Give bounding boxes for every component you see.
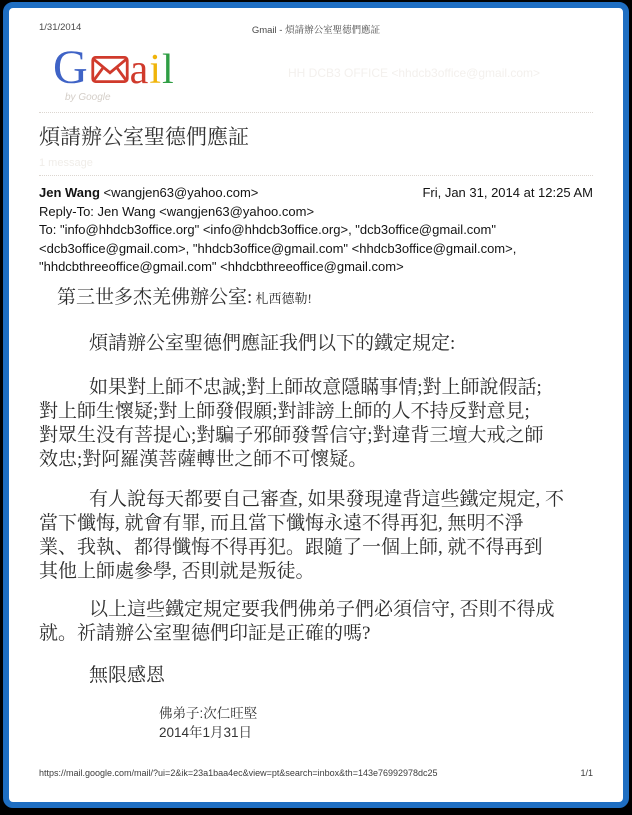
body-line: 對眾生没有菩提心;對騙子邪師發誓信守;對違背三壇大戒之師 xyxy=(39,424,544,446)
paragraph-review xyxy=(39,488,593,584)
printed-email-page xyxy=(3,2,629,808)
account-owner-faint-text: HH DCB3 OFFICE <hhdcb3office@gmail.com> xyxy=(288,66,541,80)
print-title: Gmail - 煩請辦公室聖德們應証 xyxy=(251,25,381,36)
gmail-logo-letter-l: l xyxy=(162,47,175,93)
from-row xyxy=(39,184,593,203)
body-line: 其他上師處參學, 否則就是叛徒。 xyxy=(39,560,315,582)
gmail-byline: by Google xyxy=(65,92,111,103)
page-content xyxy=(9,8,623,802)
body-line: 有人說每天都要自己審查, 如果發現違背這些鐵定規定, 不 xyxy=(89,488,565,510)
print-header xyxy=(39,22,593,36)
body-line: 無限感恩 xyxy=(89,664,166,686)
body-line: 如果對上師不忠誠;對上師故意隱瞞事情;對上師說假話; xyxy=(89,376,542,398)
signature-name: 佛弟子:次仁旺堅 xyxy=(159,705,258,721)
print-footer xyxy=(39,768,593,778)
email-subject: 煩請辦公室聖德們應証 xyxy=(39,125,249,149)
salutation-main: 第三世多杰羌佛辦公室: xyxy=(57,286,253,308)
page-indicator: 1/1 xyxy=(580,768,593,778)
to-line-3: "hhdcbthreeoffice@gmail.com" <hhdcbthreeoffice@gmail.com> xyxy=(39,259,404,274)
signature-block xyxy=(159,704,593,742)
body-line: 對上師生懷疑;對上師發假願;對誹謗上師的人不持反對意見; xyxy=(39,400,530,422)
gmail-logo-letter-a: a xyxy=(129,47,150,93)
body-line: 以上這些鐵定規定要我們佛弟子們必須信守, 否則不得成 xyxy=(89,598,555,620)
separator-line-meta xyxy=(39,175,593,176)
gmail-logo-block xyxy=(53,41,593,106)
email-date: Fri, Jan 31, 2014 at 12:25 AM xyxy=(422,185,593,200)
message-count-faint-text: 1 message xyxy=(39,157,93,169)
print-footer-url: https://mail.google.com/mail/?ui=2&ik=23a1baa4ec&view=pt&search=inbox&th=143e76992978dc25 xyxy=(39,768,438,778)
to-line-1: To: "info@hhdcb3office.org" <info@hhdcb3office.org>, "dcb3office@gmail.com" xyxy=(39,222,496,237)
from-email: <wangjen63@yahoo.com> xyxy=(99,185,259,200)
signature-date: 2014年1月31日 xyxy=(159,724,253,740)
gmail-logo-letter-i: i xyxy=(149,47,162,93)
body-line: 業、我執、都得懺悔不得再犯。跟隨了一個上師, 就不得再到 xyxy=(39,536,543,558)
separator-line-top xyxy=(39,112,593,113)
body-line: 煩請辦公室聖德們應証我們以下的鐵定規定: xyxy=(89,332,456,354)
salutation xyxy=(57,285,593,312)
to-line-2: <dcb3office@gmail.com>, "hhdcb3office@gmail.com" <hhdcb3office@gmail.com>, xyxy=(39,240,517,256)
paragraph-request xyxy=(39,332,593,356)
from-address xyxy=(39,184,258,203)
gmail-logo-letter-g: G xyxy=(53,41,89,94)
thanks-line xyxy=(39,664,593,688)
print-date: 1/31/2014 xyxy=(39,22,82,33)
from-name: Jen Wang xyxy=(39,185,100,200)
body-line: 效忠;對阿羅漢菩薩轉世之師不可懷疑。 xyxy=(39,448,368,470)
gmail-envelope-icon xyxy=(91,50,129,90)
body-line: 當下懺悔, 就會有罪, 而且當下懺悔永遠不得再犯, 無明不淨 xyxy=(39,512,524,534)
body-line: 就。祈請辦公室聖德們印証是正確的嗎? xyxy=(39,622,371,644)
paragraph-conclusion xyxy=(39,598,593,646)
reply-to-line: Reply-To: Jen Wang <wangjen63@yahoo.com> xyxy=(39,203,315,219)
paragraph-rules xyxy=(39,376,593,472)
email-body xyxy=(39,285,593,742)
email-meta xyxy=(39,184,593,277)
salutation-greeting: 札西德勒! xyxy=(252,290,312,306)
